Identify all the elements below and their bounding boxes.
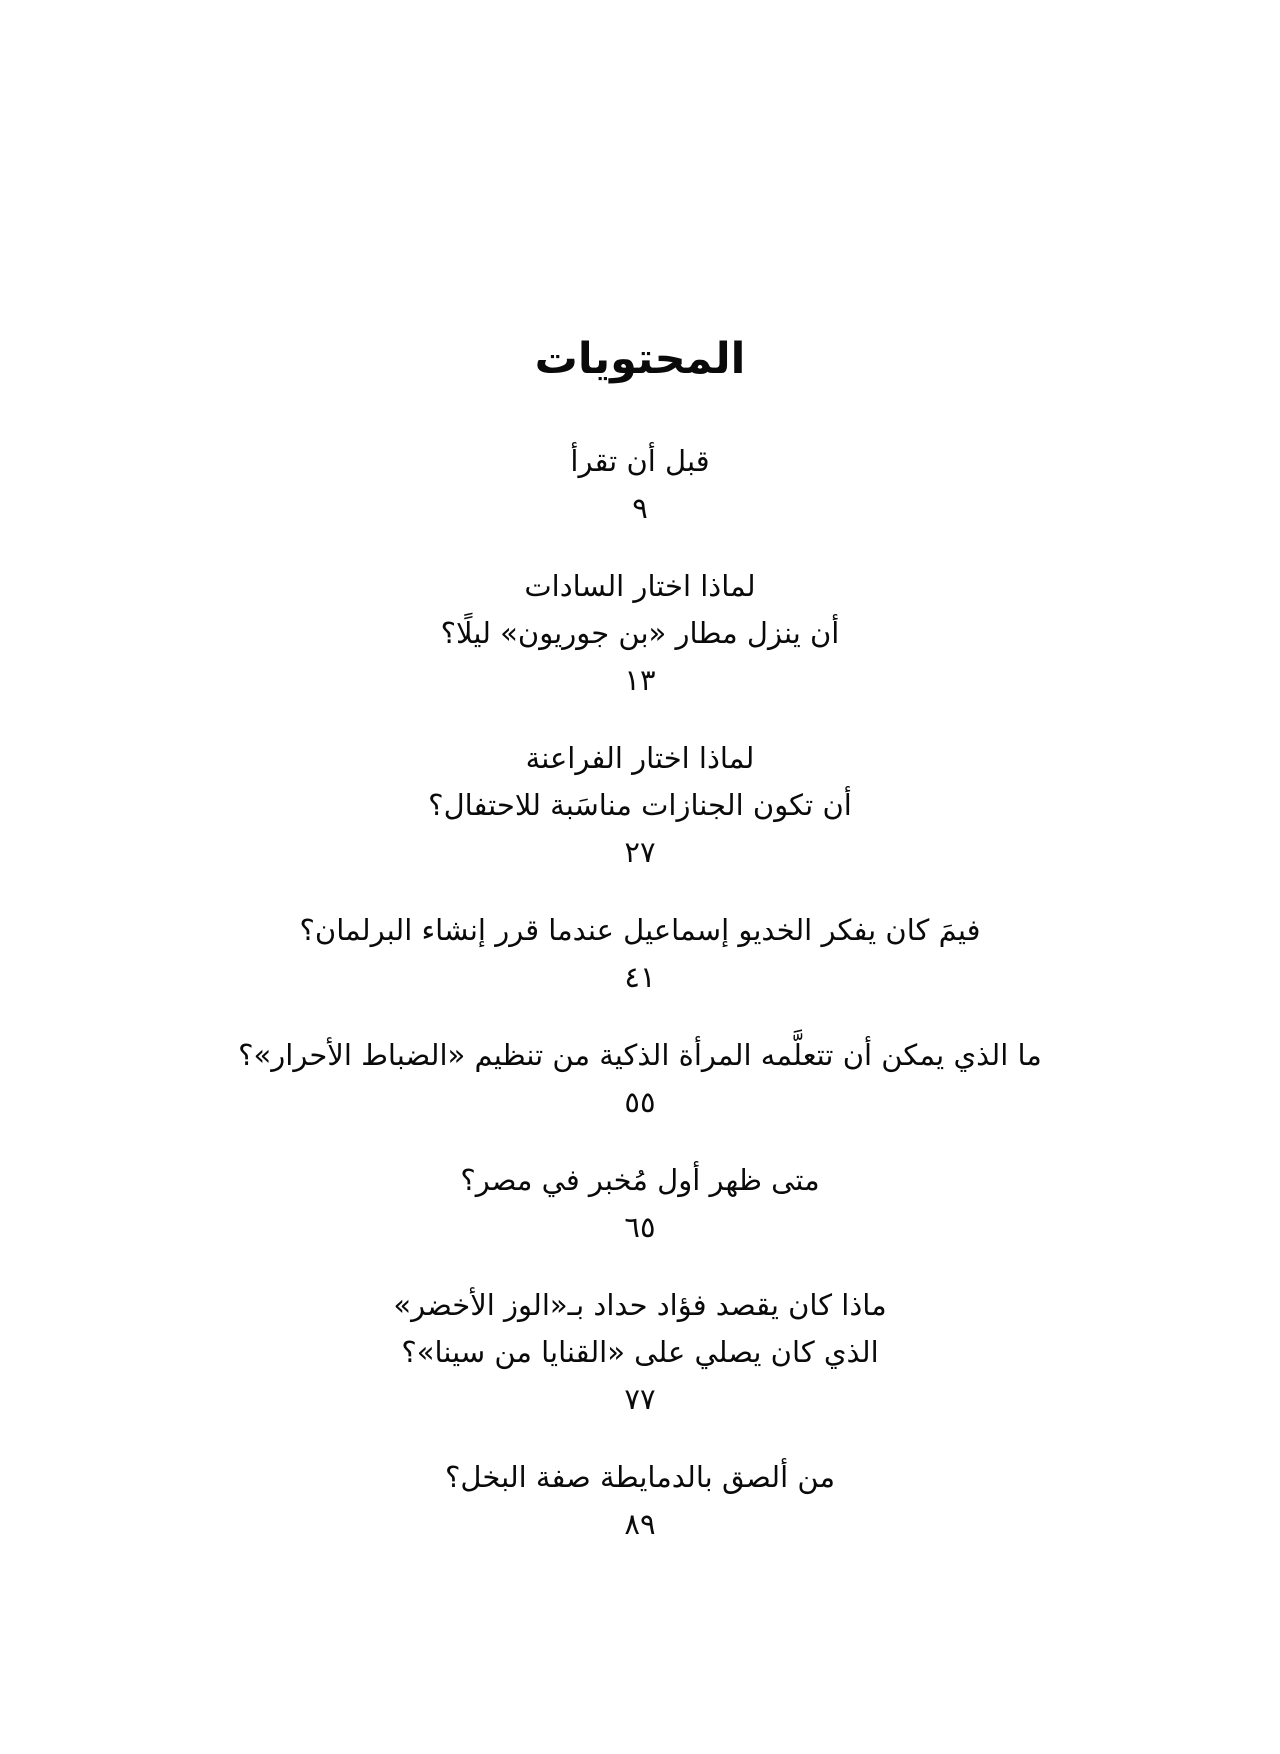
chapter-title-line: لماذا اختار الفراعنة — [525, 741, 755, 775]
page-number: ٤١ — [624, 960, 656, 994]
page-number: ٨٩ — [624, 1507, 656, 1541]
toc-entry — [428, 735, 852, 876]
chapter-title-line: لماذا اختار السادات — [524, 569, 756, 603]
toc-entry — [570, 438, 709, 532]
chapter-title-line: قبل أن تقرأ — [570, 444, 710, 478]
page-number: ٥٥ — [624, 1085, 656, 1119]
toc-entry — [460, 1157, 819, 1251]
chapter-title-line: من ألصق بالدمايطة صفة البخل؟ — [445, 1460, 836, 1494]
chapter-title-line: أن ينزل مطار «بن جوريون» ليلًا؟ — [440, 616, 840, 650]
chapter-title-line: فيمَ كان يفكر الخديو إسماعيل عندما قرر إنشاء البرلمان؟ — [299, 913, 981, 947]
chapter-title-line: الذي كان يصلي على «القنايا من سينا»؟ — [401, 1335, 879, 1369]
chapter-title-line: ماذا كان يقصد فؤاد حداد بـ«الوز الأخضر» — [393, 1288, 887, 1322]
chapter-title-line: ما الذي يمكن أن تتعلَّمه المرأة الذكية من تنظيم «الضباط الأحرار»؟ — [238, 1038, 1042, 1072]
toc-entry — [238, 1032, 1042, 1126]
page-number: ١٣ — [624, 663, 656, 697]
page-number: ٧٧ — [624, 1382, 656, 1416]
page-number: ٢٧ — [624, 835, 656, 869]
page-title: المحتويات — [534, 334, 746, 384]
page-number: ٦٥ — [624, 1210, 656, 1244]
toc-entry — [441, 563, 840, 704]
page-number: ٩ — [632, 491, 648, 525]
chapter-title-line: متى ظهر أول مُخبر في مصر؟ — [460, 1163, 820, 1197]
toc-entry — [300, 907, 981, 1001]
toc-entry — [445, 1454, 835, 1548]
chapter-title-line: أن تكون الجنازات مناسَبة للاحتفال؟ — [428, 788, 852, 822]
toc-entry — [393, 1282, 886, 1423]
